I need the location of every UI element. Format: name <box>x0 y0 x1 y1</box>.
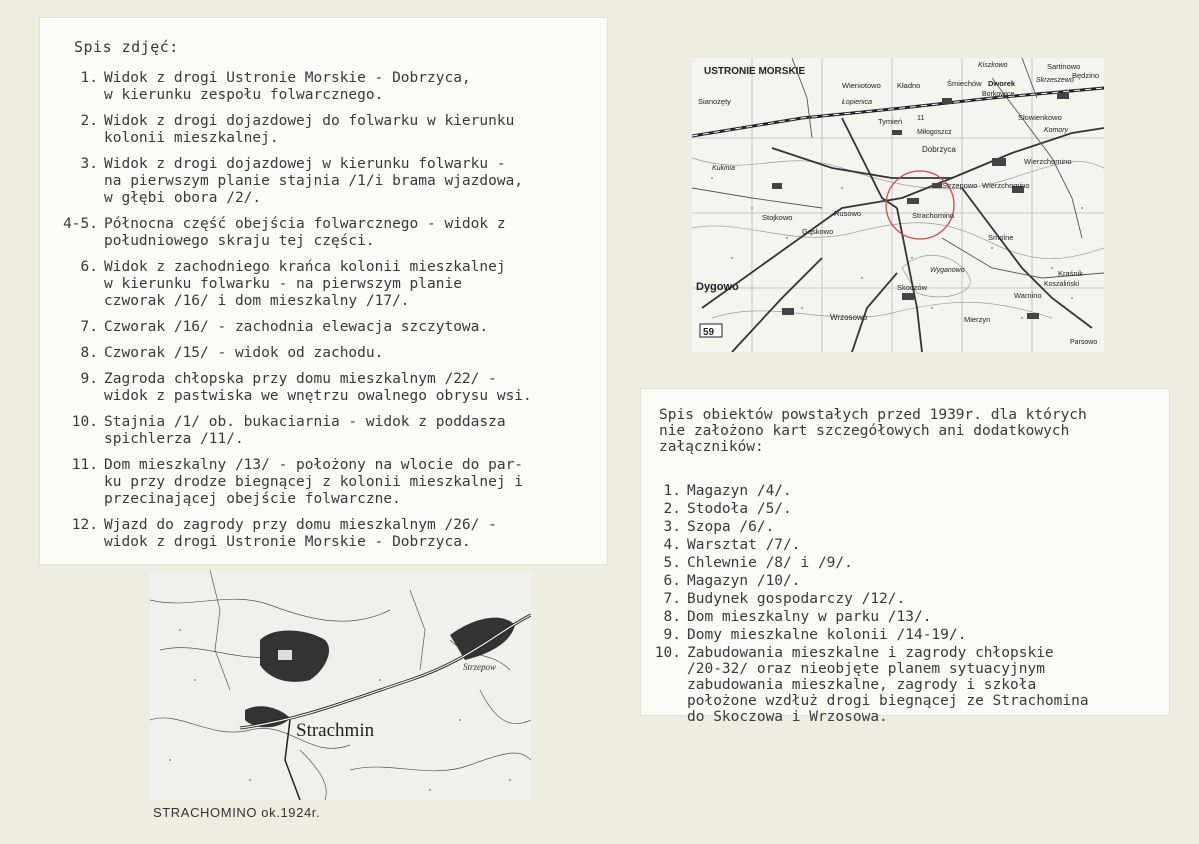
map-label-wyganowo: Wyganowo <box>930 267 965 274</box>
photo-list-item-number: 10. <box>71 414 98 430</box>
photo-list-item <box>40 345 600 362</box>
map-label-warnino: Warnino <box>1014 291 1042 300</box>
objects-list-item <box>641 555 1161 571</box>
map-label-kukinia: Kukinia <box>712 165 735 172</box>
objects-list-item-text: Dom mieszkalny w parku /13/. <box>687 609 932 625</box>
photo-list-item <box>40 457 600 508</box>
objects-list-item-number: 2. <box>663 501 681 517</box>
map-label-strachomino: Strachomino <box>912 211 955 220</box>
objects-list-item-text: Magazyn /4/. <box>687 483 792 499</box>
photo-list-item-text: Widok z zachodniego krańca kolonii mieszkalnej w kierunku folwarku - na pierwszym planie czworak /16/ i dom mieszkalny /17/. <box>104 259 506 309</box>
objects-list <box>641 483 1161 727</box>
map-label-wierzchomino-top: Wierzchomino <box>1024 157 1072 166</box>
objects-list-item-number: 1. <box>663 483 681 499</box>
map-label-slowienkowo: Słowienkowo <box>1018 113 1062 122</box>
map-label-komory: Komory <box>1044 127 1069 134</box>
objects-list-item-text: Budynek gospodarczy /12/. <box>687 591 906 607</box>
photo-list-item-number: 4-5. <box>63 216 98 232</box>
map-label-skrzeszewo: Skrzeszewo <box>1036 77 1074 84</box>
objects-list-item-number: 8. <box>663 609 681 625</box>
objects-list-item <box>641 627 1161 643</box>
map-label-wrzosowo: Wrzosowo <box>830 313 868 322</box>
photo-list-item-text: Widok z drogi dojazdowej w kierunku folwarku - na pierwszym planie stajnia /1/i brama wjazdowa, w głębi obora /2/. <box>104 156 524 206</box>
photo-list-item-text: Czworak /15/ - widok od zachodu. <box>104 345 384 361</box>
map-label-kladno: Kładno <box>897 81 921 90</box>
objects-list-item-number: 9. <box>663 627 681 643</box>
objects-list-item-number: 3. <box>663 519 681 535</box>
map-label-wierzchomino: Wierzchomino <box>982 181 1030 190</box>
objects-list-item <box>641 483 1161 499</box>
map-label-mierzyn: Mierzyn <box>964 315 991 324</box>
map-label-road-number: 59 <box>703 327 715 338</box>
photo-list-item-text: Dom mieszkalny /13/ - położony na wlocie do par- ku przy drodze biegnącej z kolonii mieszkalnej i przecinającej obejście folwarczne. <box>104 457 524 507</box>
photo-list-item-number: 12. <box>71 517 98 533</box>
objects-list-item-text: Szopa /6/. <box>687 519 775 535</box>
map-label-gaskowo: Gąskowo <box>802 227 834 236</box>
photo-list-item-text: Północna część obejścia folwarcznego - widok z południowego skraju tej części. <box>104 216 506 249</box>
photo-list-item-text: Wjazd do zagrody przy domu mieszkalnym /26/ - widok z drogi Ustronie Morskie - Dobrzyca. <box>104 517 497 550</box>
objects-list-item-number: 6. <box>663 573 681 589</box>
map-label-ustronie: USTRONIE MORSKIE <box>704 66 806 77</box>
map-label-rusowo: Rusowo <box>834 209 862 218</box>
topographic-map <box>692 58 1104 352</box>
map-label-sartinowo: Sartinowo <box>1047 62 1081 71</box>
objects-list-item-number: 5. <box>663 555 681 571</box>
map-label-mielogoszcz: Miłogoszcz <box>917 129 952 136</box>
map-label-tymien: Tymień <box>878 117 903 126</box>
objects-list-item-text: Stodoła /5/. <box>687 501 792 517</box>
objects-list-item <box>641 591 1161 607</box>
historic-map-label-strachmin: Strachmin <box>296 720 375 741</box>
objects-list-item-text: Domy mieszkalne kolonii /14-19/. <box>687 627 967 643</box>
photo-list-item-number: 1. <box>80 70 98 86</box>
map-label-lopienica: Łopienica <box>842 99 872 106</box>
photo-list-item-text: Czworak /16/ - zachodnia elewacja szczytowa. <box>104 319 489 335</box>
map-label-krasnik: Kraśnik <box>1058 269 1084 278</box>
photo-list-item-number: 2. <box>80 113 98 129</box>
photo-list-item-number: 6. <box>80 259 98 275</box>
photo-list-sheet <box>40 18 607 564</box>
map-label-sianozety: Sianożęty <box>698 97 731 106</box>
objects-list-item-number: 4. <box>663 537 681 553</box>
photo-list-item-text: Widok z drogi Ustronie Morskie - Dobrzyca, w kierunku zespołu folwarcznego. <box>104 70 471 103</box>
map-label-borkowice: Borkowice <box>982 91 1015 98</box>
objects-list-item <box>641 519 1161 535</box>
photo-list-item <box>40 216 600 250</box>
objects-list-item-text: Warsztat /7/. <box>687 537 801 553</box>
photo-list-title: Spis zdjęć: <box>74 38 179 56</box>
map-label-parsowo: Parsowo <box>1070 339 1098 346</box>
photo-list-item <box>40 156 600 207</box>
map-label-strzepowo: Strzepowo <box>942 181 978 190</box>
map-label-smiechow: Śmiechów <box>947 79 982 88</box>
photo-list-item-text: Widok z drogi dojazdowej do folwarku w kierunku kolonii mieszkalnej. <box>104 113 515 146</box>
photo-list-item <box>40 319 600 336</box>
objects-list-heading: Spis obiektów powstałych przed 1939r. dla których nie założono kart szczegółowych ani dodatkowych załączników: <box>659 407 1087 455</box>
objects-list-item <box>641 501 1161 517</box>
photo-list-item-number: 11. <box>71 457 98 473</box>
map-label-koszalinski: Koszaliński <box>1044 281 1080 288</box>
historic-map-graphic <box>150 570 531 800</box>
objects-list-item-number: 10. <box>654 645 681 661</box>
objects-list-item <box>641 537 1161 553</box>
photo-list-item-text: Stajnia /1/ ob. bukaciarnia - widok z poddasza spichlerza /11/. <box>104 414 506 447</box>
topographic-map-graphic <box>692 58 1104 352</box>
objects-list-item <box>641 609 1161 625</box>
objects-list-item-number: 7. <box>663 591 681 607</box>
objects-list-item-text: Magazyn /10/. <box>687 573 801 589</box>
photo-list-item-number: 7. <box>80 319 98 335</box>
photo-list-item <box>40 113 600 147</box>
map-label-dygowo: Dygowo <box>696 281 739 293</box>
map-label-dworek: Dworek <box>988 79 1016 88</box>
map-label-skoczow: Skoczów <box>897 283 928 292</box>
map-label-smolne: Smolne <box>988 233 1014 242</box>
photo-list-item <box>40 517 600 551</box>
historic-map-caption: STRACHOMINO ok.1924r. <box>153 805 321 820</box>
objects-list-item-text: Chlewnie /8/ i /9/. <box>687 555 853 571</box>
map-label-stojkowo: Stojkowo <box>762 213 793 222</box>
map-label-dobrzyca: Dobrzyca <box>922 145 956 154</box>
photo-list-item <box>40 371 600 405</box>
historic-map-1924 <box>150 570 531 800</box>
map-label-kiszkowo: Kiszkowo <box>978 62 1008 69</box>
map-label-bedzino: Będzino <box>1072 71 1100 80</box>
photo-list-item <box>40 70 600 104</box>
photo-list <box>40 70 600 560</box>
objects-list-item <box>641 645 1161 725</box>
photo-list-item-number: 3. <box>80 156 98 172</box>
photo-list-item-text: Zagroda chłopska przy domu mieszkalnym /22/ - widok z pastwiska we wnętrzu owalnego obrysu wsi. <box>104 371 532 404</box>
objects-list-item <box>641 573 1161 589</box>
objects-list-sheet <box>641 389 1169 725</box>
map-label-road-11: 11 <box>917 115 925 122</box>
photo-list-item <box>40 414 600 448</box>
map-label-wieniotowo: Wieniotowo <box>842 81 881 90</box>
photo-list-item <box>40 259 600 310</box>
objects-list-item-text: Zabudowania mieszkalne i zagrody chłopskie /20-32/ oraz nieobjęte planem sytuacyjnym zabudowania mieszkalne, zagrody i szkoła położone wzdłuż drogi biegnącej ze Strachomina do Skoczowa i Wrzosowa. <box>687 645 1089 725</box>
photo-list-item-number: 9. <box>80 371 98 387</box>
historic-map-label-strzepow: Strzepow <box>463 662 497 672</box>
photo-list-item-number: 8. <box>80 345 98 361</box>
